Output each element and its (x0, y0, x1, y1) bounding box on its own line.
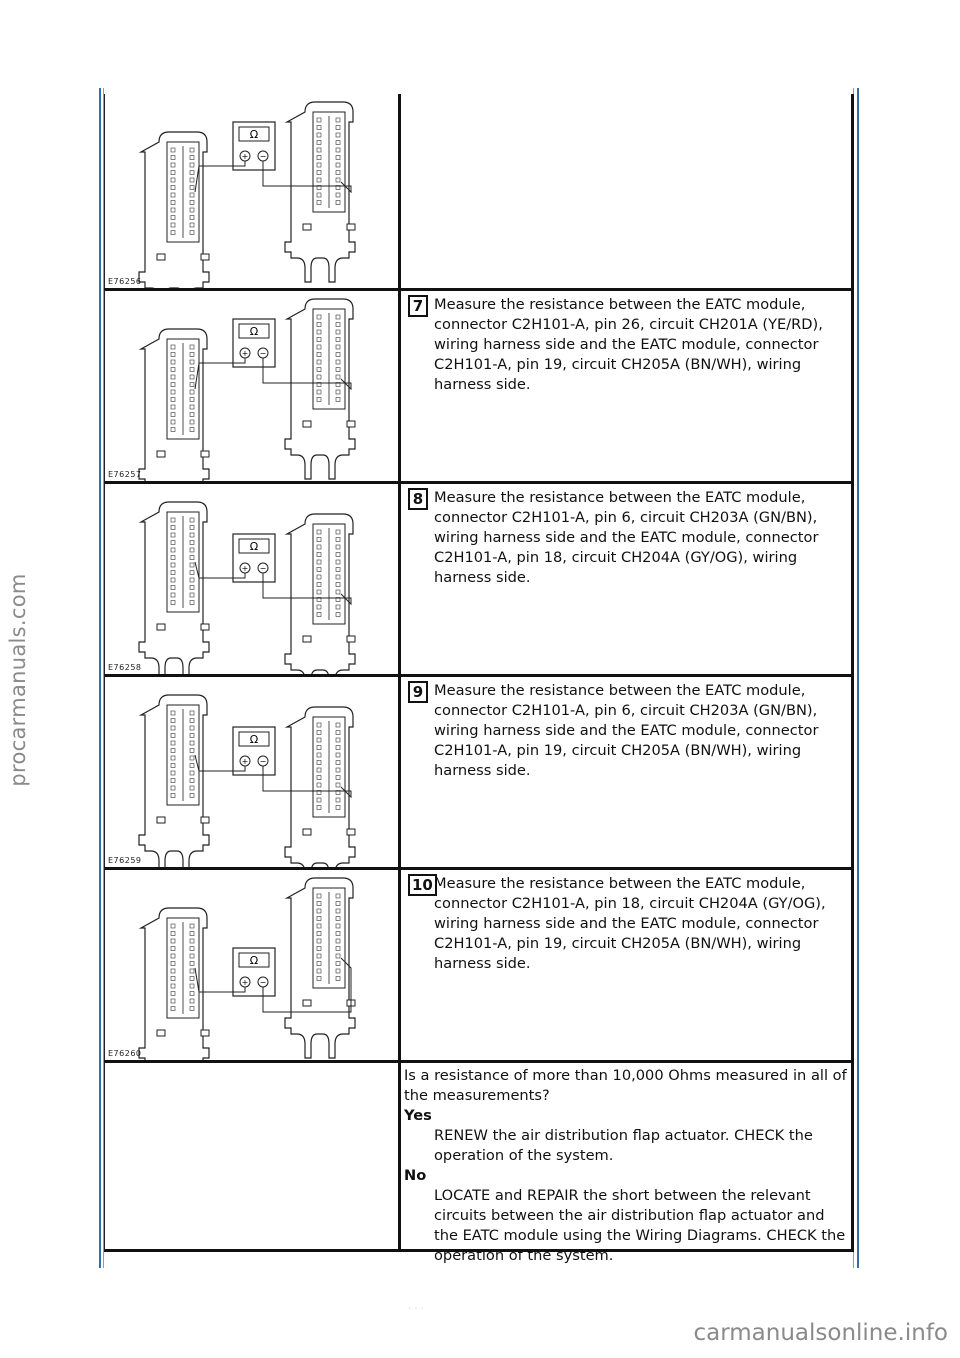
figure-code: E76256 (108, 277, 142, 286)
svg-text:+: + (241, 757, 249, 766)
step-instruction: Measure the resistance between the EATC module, connector C2H101-A, pin 6, circuit CH203A (GN/BN), wiring harness side and the EATC module, connector C2H101-A, pin 18, circuit CH204A (GY/OG), wiring harness side. (434, 489, 819, 586)
step-cell (404, 291, 851, 481)
svg-text:−: − (259, 152, 267, 161)
procedure-row (104, 674, 854, 867)
step-number: 10 (408, 874, 437, 896)
procedure-table (104, 94, 854, 1264)
step-cell (404, 870, 851, 1060)
svg-text:Ω: Ω (249, 325, 259, 338)
connector-diagram (105, 677, 401, 867)
procedure-row (104, 481, 854, 674)
figure-code: E76259 (108, 856, 142, 865)
figure-cell (105, 291, 401, 481)
svg-text:Ω: Ω (249, 954, 259, 967)
figure-code: E76258 (108, 663, 142, 672)
side-watermark: procarmanuals.com (6, 573, 30, 787)
svg-text:+: + (241, 564, 249, 573)
svg-text:+: + (241, 349, 249, 358)
connector-diagram (105, 870, 401, 1060)
procedure-row (104, 94, 854, 288)
svg-text:−: − (259, 349, 267, 358)
figure-code: E76260 (108, 1049, 142, 1058)
svg-text:Ω: Ω (249, 540, 259, 553)
left-margin-line (99, 88, 101, 1268)
step-cell (404, 677, 851, 867)
step-instruction: Measure the resistance between the EATC module, connector C2H101-A, pin 26, circuit CH201A (YE/RD), wiring harness side and the EATC module, connector C2H101-A, pin 19, circuit CH205A (BN/WH), wiring harness side. (434, 296, 823, 393)
summary-block (404, 1063, 850, 1266)
svg-text:Ω: Ω (249, 128, 259, 141)
svg-text:−: − (259, 978, 267, 987)
connector-diagram (105, 291, 401, 481)
page-footer: · · · (408, 1304, 424, 1315)
procedure-row (104, 288, 854, 481)
step-cell (404, 484, 851, 674)
yes-action: RENEW the air distribution flap actuator. CHECK the operation of the system. (434, 1127, 813, 1164)
svg-text:−: − (259, 564, 267, 573)
bottom-watermark: carmanualsonline.info (693, 1320, 948, 1346)
right-margin-line (857, 88, 859, 1268)
summary-question: Is a resistance of more than 10,000 Ohms measured in all of the measurements? (404, 1067, 847, 1104)
procedure-row (104, 867, 854, 1060)
svg-text:−: − (259, 757, 267, 766)
connector-diagram (105, 94, 401, 288)
step-cell (404, 94, 851, 288)
figure-cell (105, 94, 401, 288)
svg-text:+: + (241, 978, 249, 987)
no-label: No (404, 1167, 427, 1184)
figure-cell (105, 484, 401, 674)
step-number: 8 (408, 488, 428, 510)
yes-label: Yes (404, 1107, 432, 1124)
connector-diagram (105, 484, 401, 674)
empty-figure-cell (105, 1063, 401, 1249)
svg-text:Ω: Ω (249, 733, 259, 746)
no-action: LOCATE and REPAIR the short between the relevant circuits between the air distribution flap actuator and the EATC module using the Wiring Diagrams. CHECK the operation of the system. (434, 1187, 846, 1264)
svg-text:+: + (241, 152, 249, 161)
step-instruction: Measure the resistance between the EATC module, connector C2H101-A, pin 18, circuit CH204A (GY/OG), wiring harness side and the EATC module, connector C2H101-A, pin 19, circuit CH205A (BN/WH), wiring harness side. (434, 875, 826, 972)
step-instruction: Measure the resistance between the EATC module, connector C2H101-A, pin 6, circuit CH203A (GN/BN), wiring harness side and the EATC module, connector C2H101-A, pin 19, circuit CH205A (BN/WH), wiring harness side. (434, 682, 819, 779)
summary-row (104, 1060, 854, 1264)
figure-code: E76257 (108, 470, 142, 479)
step-number: 9 (408, 681, 428, 703)
figure-cell (105, 870, 401, 1060)
figure-cell (105, 677, 401, 867)
step-number: 7 (408, 295, 428, 317)
summary-cell (404, 1063, 851, 1264)
